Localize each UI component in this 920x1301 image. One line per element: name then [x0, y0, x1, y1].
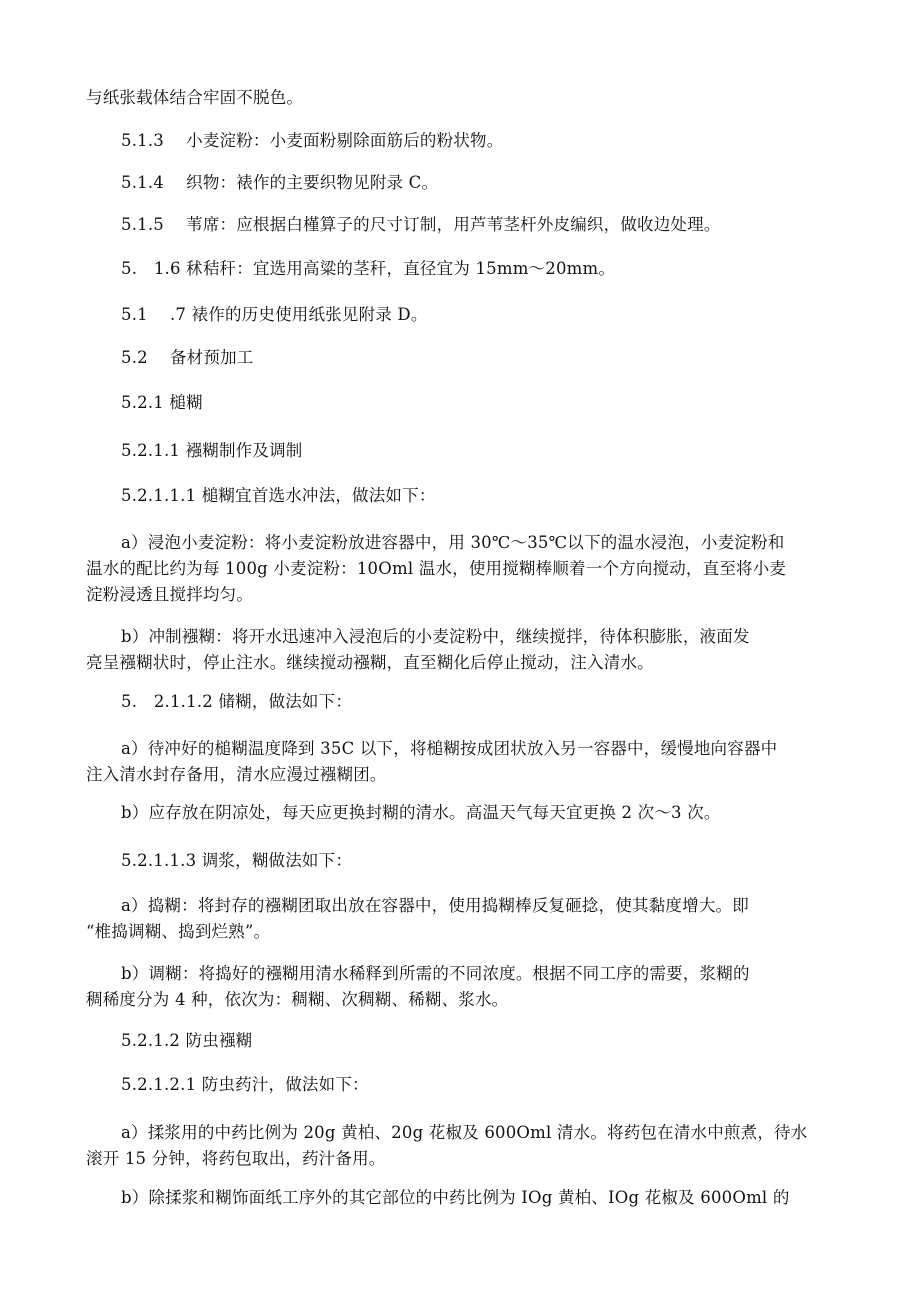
paragraph-a-soak	[86, 530, 831, 608]
clause-5-1-6: 5. 1.6 秫秸秆：宜选用高粱的茎秆，直径宜为 15mm～20mm。	[121, 259, 616, 278]
paragraph-a-herbs	[86, 1120, 831, 1172]
text-line: a）浸泡小麦淀粉：将小麦淀粉放进容器中，用 30℃～35℃以下的温水浸泡，小麦淀粉和	[121, 533, 785, 552]
text-line: a）捣糊：将封存的襁糊团取出放在容器中，使用捣糊棒反复砸捻，使其黏度增大。即	[121, 896, 749, 915]
section-5-2-1-1-heading: 5.2.1.1 襁糊制作及调制	[121, 441, 303, 460]
text-line: 注入清水封存备用，清水应漫过襁糊团。	[86, 765, 387, 784]
text-line: 稠稀度分为 4 种，依次为：稠糊、次稠糊、稀糊、浆水。	[86, 990, 509, 1009]
clause-5-2-1-2-1: 5.2.1.2.1 防虫药汁，做法如下：	[121, 1075, 369, 1094]
paragraph-b-store: b）应存放在阴凉处，每天应更换封糊的清水。高温天气每天宜更换 2 次～3 次。	[121, 803, 721, 822]
text-line: 温水的配比约为每 100g 小麦淀粉：10Oml 温水，使用搅糊棒顺着一个方向搅动，直至将小麦	[86, 559, 787, 578]
text-line: 亮呈襁糊状时，停止注水。继续搅动襁糊，直至糊化后停止搅动，注入清水。	[86, 653, 654, 672]
clause-5-2-1-1-1: 5.2.1.1.1 槌糊宜首选水冲法，做法如下：	[121, 486, 436, 505]
clause-5-2-1-1-2: 5. 2.1.1.2 储糊，做法如下：	[121, 692, 353, 711]
paragraph-b-brew	[86, 624, 831, 676]
paragraph-b-dilute	[86, 961, 831, 1013]
paragraph-a-pound	[86, 893, 831, 945]
text-line: a）待冲好的槌糊温度降到 35C 以下，将槌糊按成团状放入另一容器中，缓慢地向容器中	[121, 739, 778, 758]
text-line: 与纸张载体结合牢固不脱色。	[86, 88, 304, 107]
text-line: “椎捣调糊、捣到烂熟”。	[86, 922, 271, 941]
clause-5-1-4: 5.1.4 织物：裱作的主要织物见附录 C。	[121, 173, 439, 192]
clause-5-2-1-1-3: 5.2.1.1.3 调浆，糊做法如下：	[121, 851, 353, 870]
section-5-2-1-heading: 5.2.1 槌糊	[121, 393, 203, 412]
section-5-2-heading: 5.2 备材预加工	[121, 348, 254, 367]
section-5-2-1-2-heading: 5.2.1.2 防虫襁糊	[121, 1031, 253, 1050]
paragraph-b-herbs: b）除揉浆和糊饰面纸工序外的其它部位的中药比例为 IOg 黄柏、IOg 花椒及 600Oml 的	[121, 1188, 790, 1207]
clause-5-1-5: 5.1.5 苇席：应根据白槿算子的尺寸订制，用芦苇茎杆外皮编织，做收边处理。	[121, 215, 721, 234]
text-line: a）揉浆用的中药比例为 20g 黄柏、20g 花椒及 600Oml 清水。将药包在清水中煎煮，待水	[121, 1123, 808, 1142]
clause-5-1-3: 5.1.3 小麦淀粉：小麦面粉剔除面筋后的粉状物。	[121, 131, 504, 150]
clause-5-1-7: 5.1 .7 裱作的历史使用纸张见附录 D。	[121, 305, 428, 324]
text-line: b）冲制襁糊：将开水迅速冲入浸泡后的小麦淀粉中，继续搅拌，待体积膨胀，液面发	[121, 627, 750, 646]
text-line: 滚开 15 分钟，将药包取出，药汁备用。	[86, 1149, 386, 1168]
text-line: 淀粉浸透且搅拌均匀。	[86, 585, 253, 604]
paragraph-a-store	[86, 736, 831, 788]
text-line: b）调糊：将捣好的襁糊用清水稀释到所需的不同浓度。根据不同工序的需要，浆糊的	[121, 964, 750, 983]
